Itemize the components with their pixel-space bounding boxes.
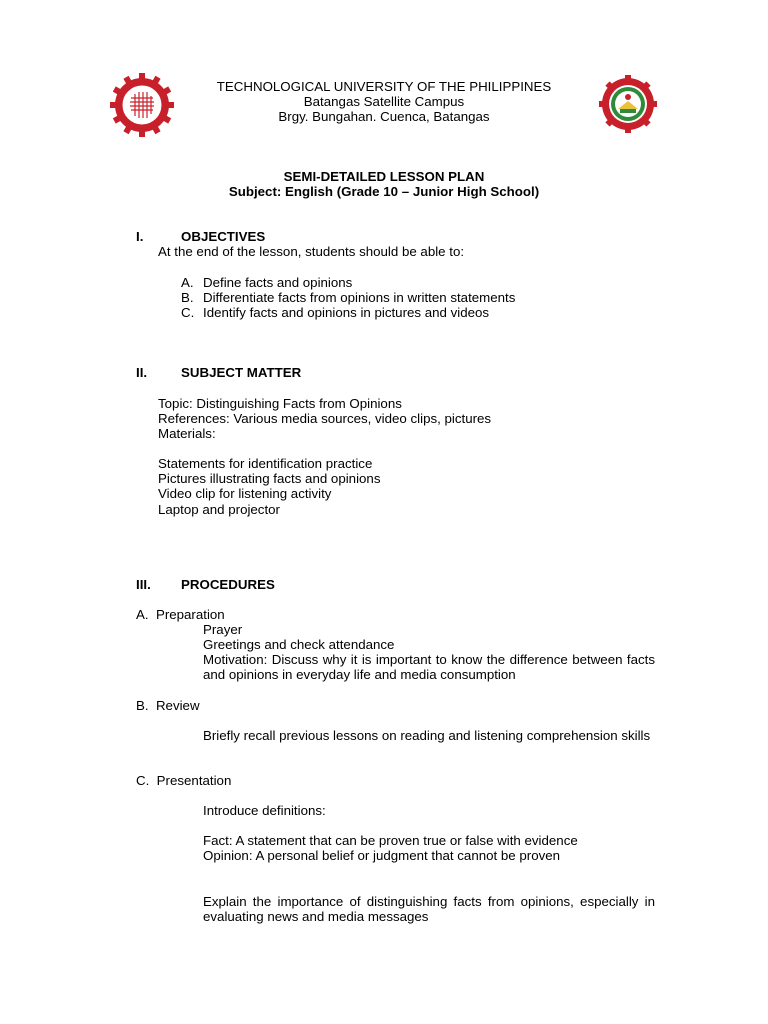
preparation-item: Greetings and check attendance [203,637,395,652]
material-item: Statements for identification practice [158,456,373,471]
definition-opinion: Opinion: A personal belief or judgment that cannot be proven [203,848,561,863]
presentation-label: C. Presentation [136,773,232,788]
presentation-intro: Introduce definitions: [203,803,326,818]
review-label: B. Review [136,698,200,713]
presentation-explain: Explain the importance of distinguishing facts from opinions, especially in evaluating news and media messages [203,894,655,925]
objective-item: Differentiate facts from opinions in written statements [203,290,516,305]
review-text: Briefly recall previous lessons on reading and listening comprehension skills [203,728,651,743]
objective-letter: C. [181,305,195,320]
definition-fact: Fact: A statement that can be proven true or false with evidence [203,833,578,848]
section-heading-procedures: PROCEDURES [181,577,275,592]
document-title: SEMI-DETAILED LESSON PLAN [283,169,485,184]
section-numeral-subject-matter: II. [136,365,148,380]
preparation-item: Prayer [203,622,243,637]
section-numeral-procedures: III. [136,577,151,592]
objectives-intro: At the end of the lesson, students should be able to: [158,244,465,259]
objective-letter: B. [181,290,194,305]
campus-name: Batangas Satellite Campus [303,94,465,109]
material-item: Pictures illustrating facts and opinions [158,471,381,486]
preparation-motivation: Motivation: Discuss why it is important to know the difference between facts and opinions in everyday life and media consumption [203,652,655,683]
objective-item: Define facts and opinions [203,275,353,290]
section-heading-subject-matter: SUBJECT MATTER [181,365,302,380]
document-subject: Subject: English (Grade 10 – Junior High School) [228,184,540,199]
subject-materials-label: Materials: [158,426,216,441]
section-numeral-objectives: I. [136,229,144,244]
campus-address: Brgy. Bungahan. Cuenca, Batangas [278,109,490,124]
subject-references: References: Various media sources, video clips, pictures [158,411,492,426]
subject-topic: Topic: Distinguishing Facts from Opinions [158,396,402,411]
material-item: Laptop and projector [158,502,280,517]
section-heading-objectives: OBJECTIVES [181,229,266,244]
objective-item: Identify facts and opinions in pictures and videos [203,305,490,320]
university-name: TECHNOLOGICAL UNIVERSITY OF THE PHILIPPINES [216,79,552,94]
objective-letter: A. [181,275,194,290]
preparation-label: A. Preparation [136,607,225,622]
material-item: Video clip for listening activity [158,486,332,501]
